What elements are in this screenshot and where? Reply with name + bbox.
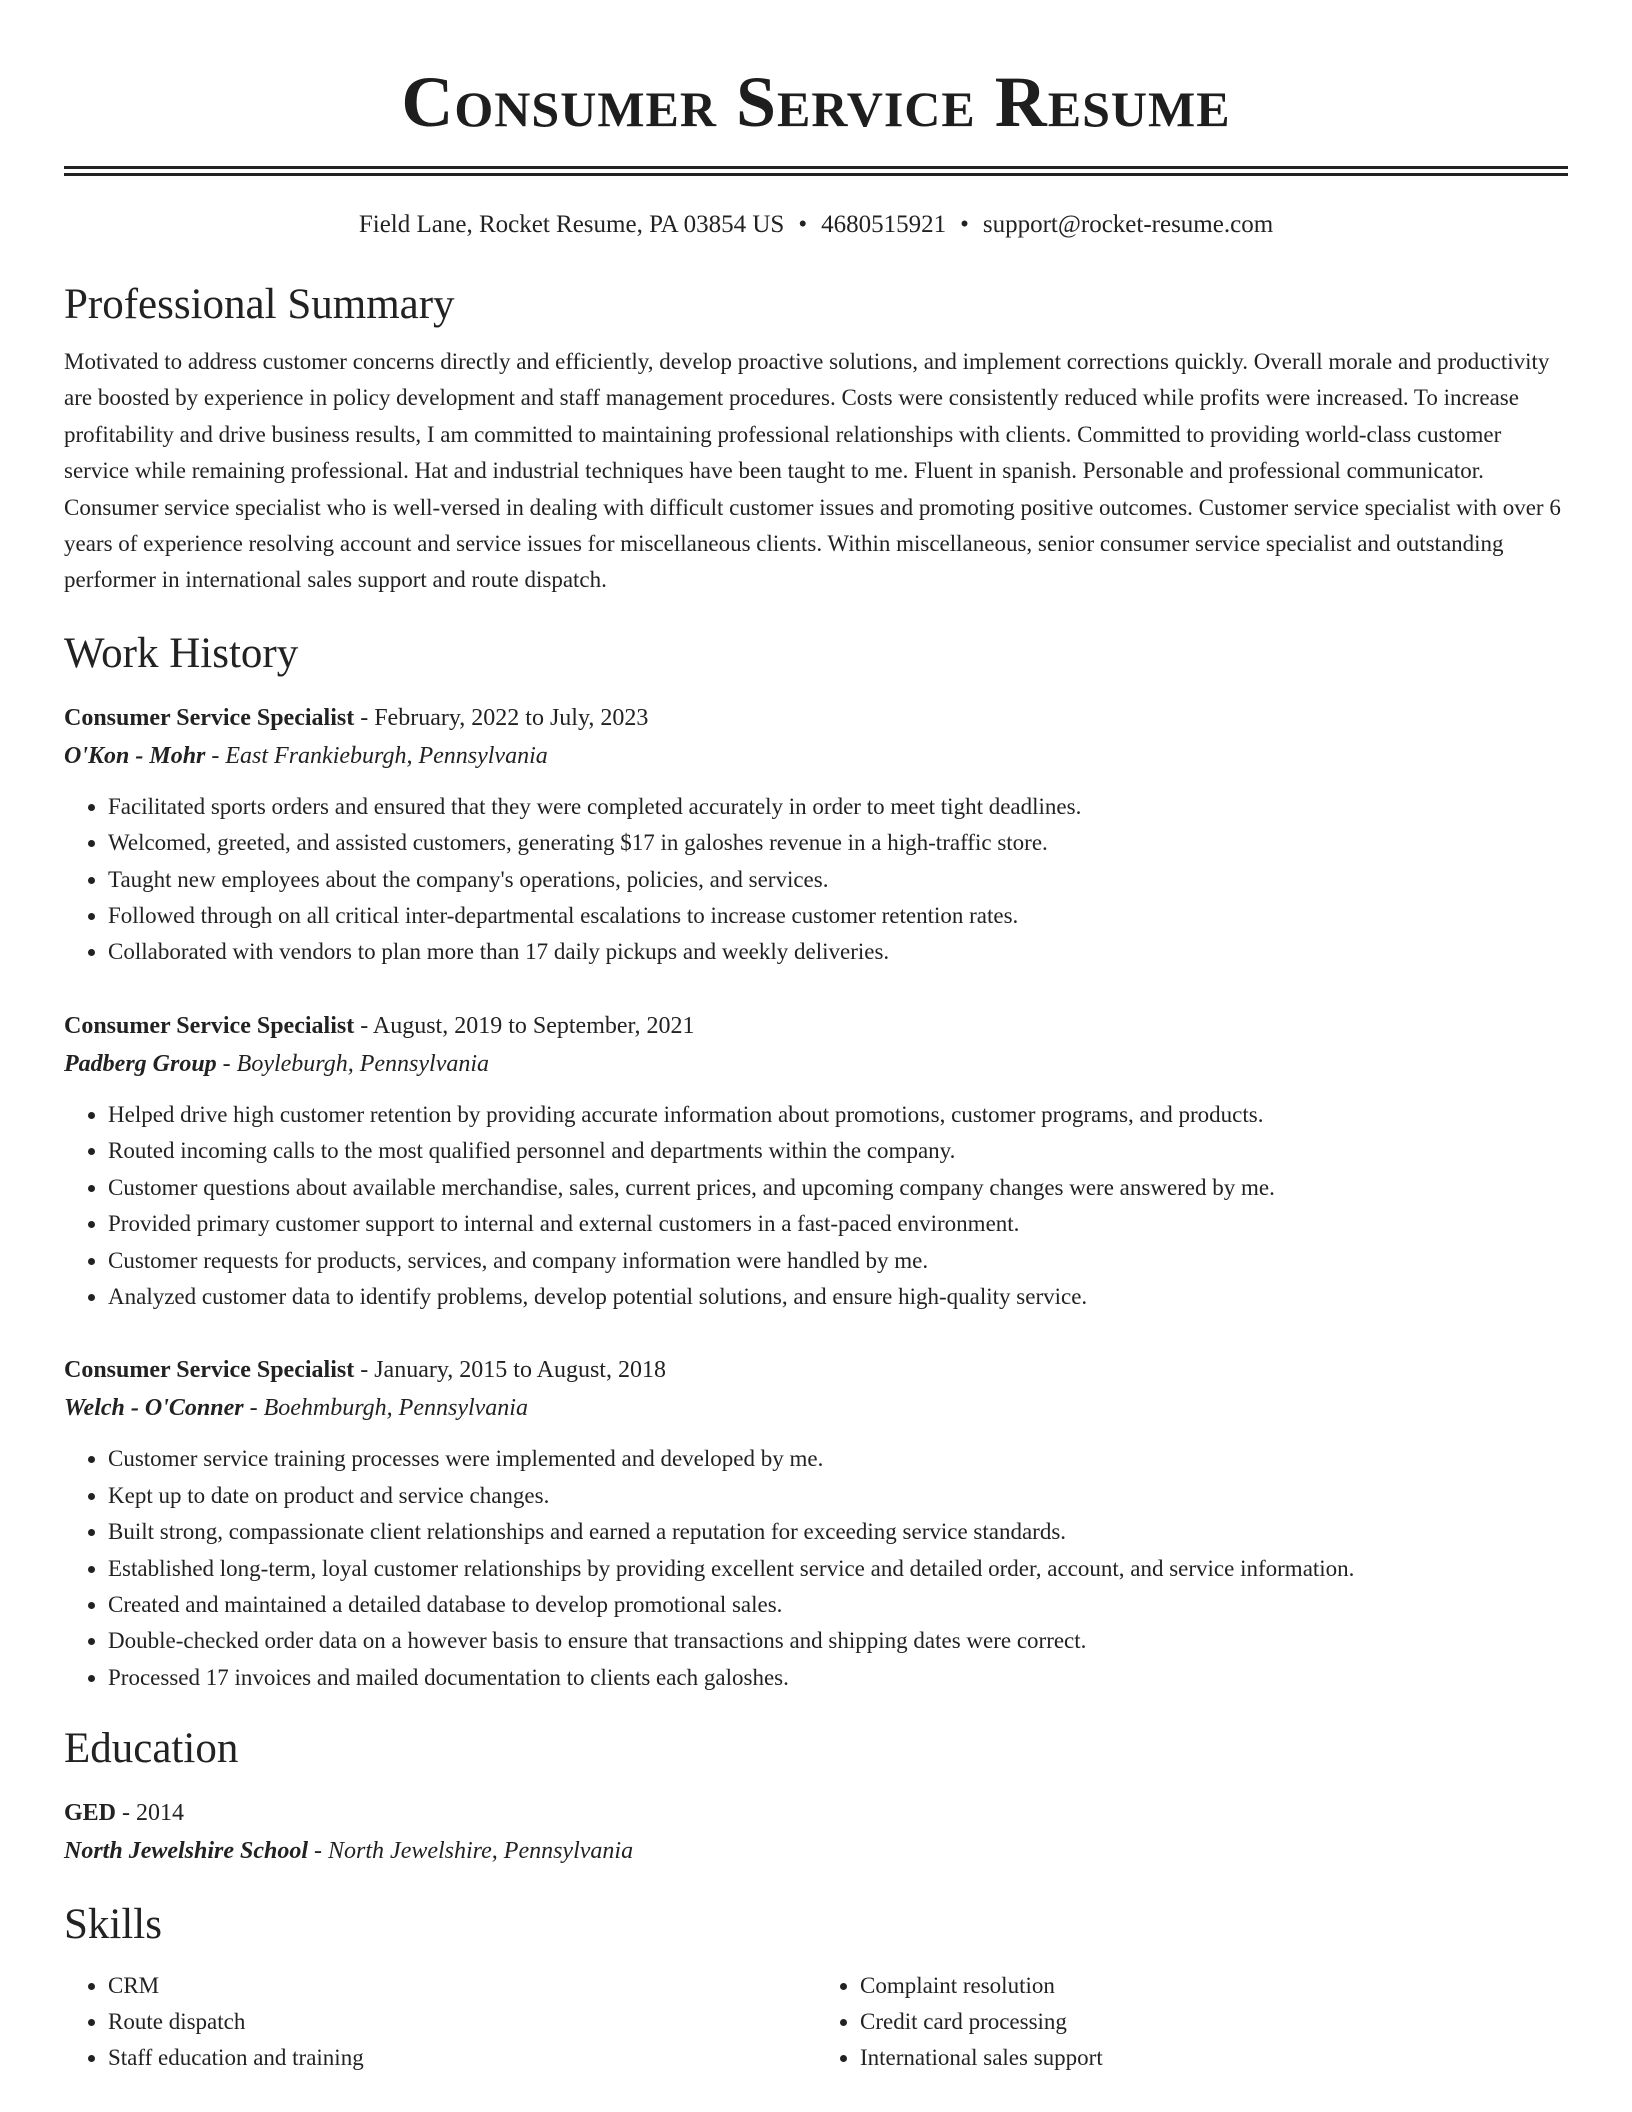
resume-title: Consumer Service Resume [401, 62, 1231, 142]
contact-line [64, 210, 1568, 240]
school-location: - North Jewelshire, Pennsylvania [308, 1838, 634, 1865]
job-bullets [64, 1441, 1568, 1696]
education-heading: Education [64, 1725, 239, 1773]
company-line [64, 1045, 1568, 1083]
job-entry [64, 1007, 1568, 1315]
job-bullet: • Double-checked order data on a however basis to ensure that transactions and shipping dates were correct. [108, 1623, 1568, 1659]
contact-phone: 4680515921 [821, 211, 947, 238]
summary-heading: Professional Summary [64, 281, 455, 328]
job-title: Consumer Service Specialist [64, 1357, 355, 1384]
company-name: O'Kon - Mohr [64, 742, 206, 769]
job-title: Consumer Service Specialist [64, 1012, 355, 1039]
skills-column-left [64, 1968, 816, 2076]
company-name: Welch - O'Conner [64, 1395, 244, 1422]
skill-item: • International sales support [860, 2040, 1568, 2076]
skill-item: • Route dispatch [108, 2004, 816, 2040]
company-line [64, 1389, 1568, 1427]
job-bullet: • Customer questions about available merchandise, sales, current prices, and upcoming company changes were answered by me. [108, 1170, 1568, 1206]
company-location: - Boehmburgh, Pennsylvania [243, 1395, 528, 1422]
job-bullet: • Built strong, compassionate client relationships and earned a reputation for exceeding service standards. [108, 1514, 1568, 1550]
job-title-line [64, 1351, 1568, 1389]
skill-item: • Complaint resolution [860, 1968, 1568, 2004]
contact-email: support@rocket-resume.com [982, 211, 1274, 238]
job-bullet: • Established long-term, loyal customer relationships by providing excellent service and detailed order, account, and service information. [108, 1551, 1568, 1587]
job-bullet: • Helped drive high customer retention by providing accurate information about promotions, customer programs, and products. [108, 1097, 1568, 1133]
summary-text: Motivated to address customer concerns directly and efficiently, develop proactive solutions, and implement corrections quickly. Overall morale and productivity are boosted by experience in policy development and staff management procedures. Costs were consistently reduced while profits were increased. To increase profitability and drive business results, I am committed to maintaining professional relationships with clients. Committed to providing world-class customer service while remaining professional. Hat and industrial techniques have been taught to me. Fluent in spanish. Personable and professional communicator. Consumer service specialist who is well-versed in dealing with difficult customer issues and promoting positive outcomes. Customer service specialist with over 6 years of experience resolving account and service issues for miscellaneous clients. Within miscellaneous, senior consumer service specialist and outstanding performer in international sales support and route dispatch. [64, 349, 1561, 593]
company-location: - East Frankieburgh, Pennsylvania [205, 742, 548, 769]
job-bullet: • Analyzed customer data to identify problems, develop potential solutions, and ensure high-quality service. [108, 1279, 1568, 1315]
job-bullet: • Facilitated sports orders and ensured that they were completed accurately in order to meet tight deadlines. [108, 789, 1568, 825]
job-title-line [64, 1007, 1568, 1045]
degree-line [64, 1794, 1568, 1832]
company-location: - Boyleburgh, Pennsylvania [216, 1050, 490, 1077]
skills-grid [64, 1968, 1568, 2076]
education-entry [64, 1794, 1568, 1870]
job-bullet: • Processed 17 invoices and mailed documentation to clients each galoshes. [108, 1660, 1568, 1696]
school-line [64, 1832, 1568, 1870]
job-bullet: • Customer requests for products, services, and company information were handled by me. [108, 1243, 1568, 1279]
title-double-rule [64, 166, 1568, 176]
job-bullet: • Created and maintained a detailed database to develop promotional sales. [108, 1587, 1568, 1623]
degree-year: - 2014 [116, 1800, 185, 1827]
company-name: Padberg Group [64, 1050, 217, 1077]
job-bullet: • Welcomed, greeted, and assisted customers, generating $17 in galoshes revenue in a high-traffic store. [108, 825, 1568, 861]
job-bullets [64, 1097, 1568, 1315]
contact-separator: • [798, 211, 808, 238]
contact-separator: • [960, 211, 969, 238]
skills-heading: Skills [64, 1901, 162, 1949]
job-title: Consumer Service Specialist [64, 704, 355, 731]
school-name: North Jewelshire School [64, 1838, 309, 1865]
job-bullet: • Provided primary customer support to internal and external customers in a fast-paced environment. [108, 1206, 1568, 1242]
company-line [64, 737, 1568, 775]
job-title-line [64, 699, 1568, 737]
skill-item: • CRM [108, 1968, 816, 2004]
job-bullet: • Taught new employees about the company's operations, policies, and services. [108, 862, 1568, 898]
job-dates: - February, 2022 to July, 2023 [354, 704, 649, 731]
skill-item: • Credit card processing [860, 2004, 1568, 2040]
skill-item: • Staff education and training [108, 2040, 816, 2076]
degree: GED [64, 1800, 117, 1827]
job-bullets [64, 789, 1568, 971]
job-bullet: • Kept up to date on product and service changes. [108, 1478, 1568, 1514]
job-entry [64, 1351, 1568, 1696]
job-dates: - January, 2015 to August, 2018 [354, 1357, 666, 1384]
contact-address: Field Lane, Rocket Resume, PA 03854 US [358, 211, 785, 238]
work-history-heading: Work History [64, 629, 299, 677]
job-bullet: • Customer service training processes were implemented and developed by me. [108, 1441, 1568, 1477]
job-bullet: • Followed through on all critical inter-departmental escalations to increase customer retention rates. [108, 898, 1568, 934]
job-entry [64, 699, 1568, 971]
skills-column-right [816, 1968, 1568, 2076]
job-dates: - August, 2019 to September, 2021 [354, 1012, 695, 1039]
job-bullet: • Collaborated with vendors to plan more than 17 daily pickups and weekly deliveries. [108, 934, 1568, 970]
job-bullet: • Routed incoming calls to the most qualified personnel and departments within the company. [108, 1133, 1568, 1169]
